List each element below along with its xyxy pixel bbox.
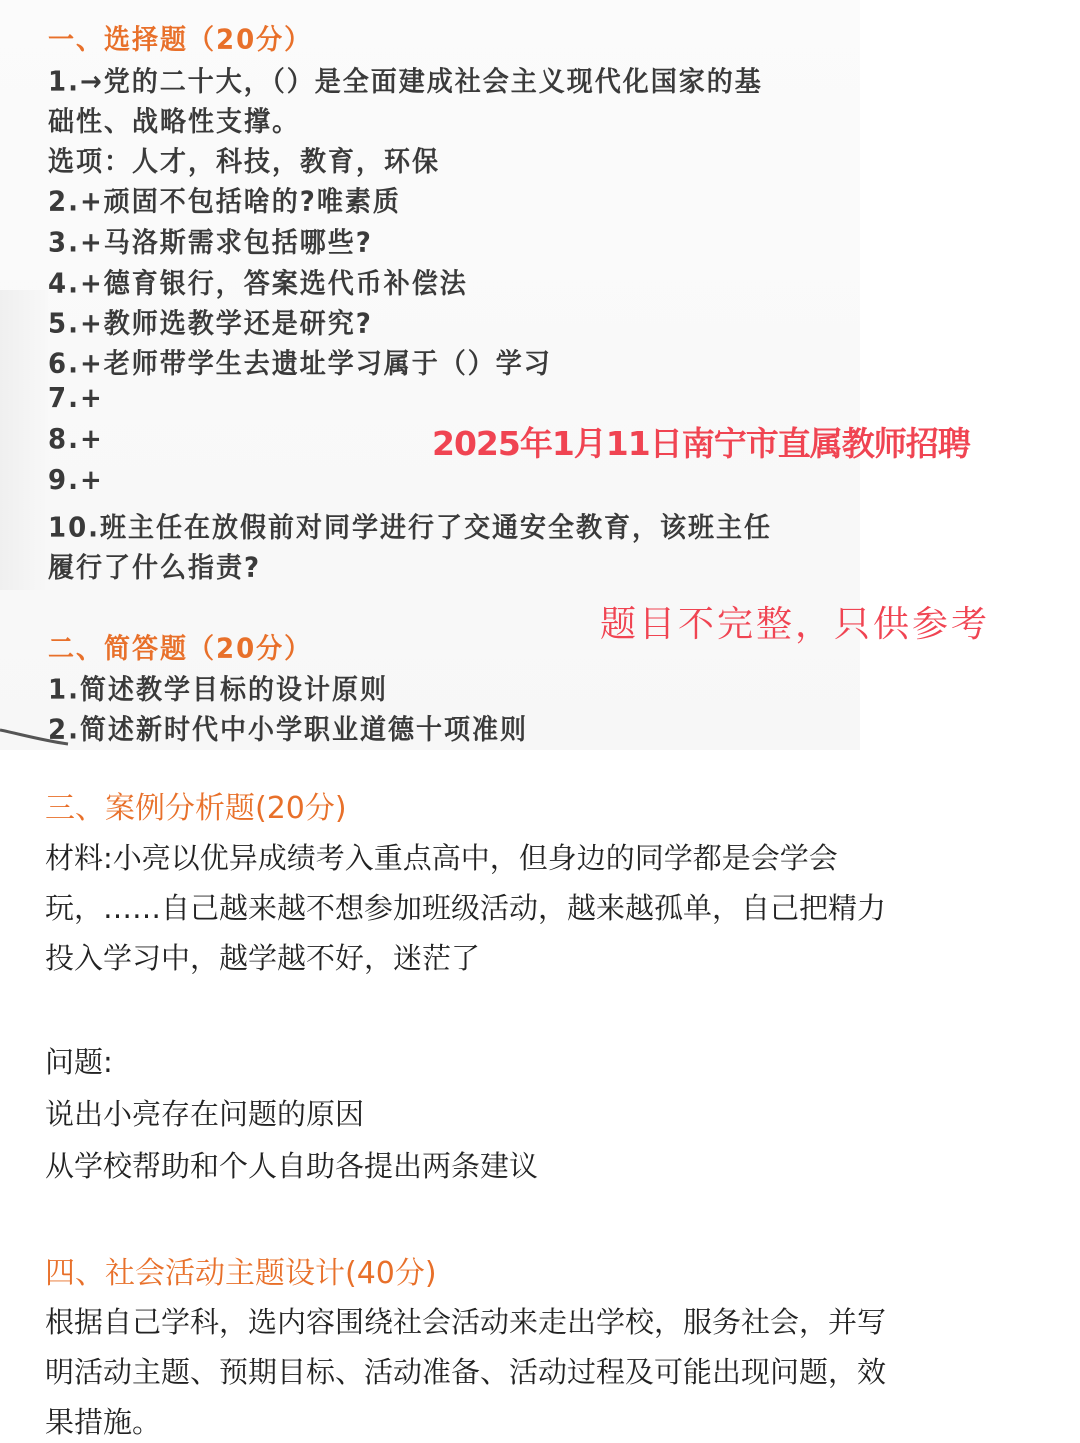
question-line: 2.简述新时代中小学职业道德十项准则 xyxy=(48,714,528,746)
task-line: 根据自己学科，选内容围绕社会活动来走出学校，服务社会，并写 xyxy=(45,1305,887,1339)
question-line: 1.简述教学目标的设计原则 xyxy=(48,674,388,706)
question-line: 9.+ xyxy=(48,465,104,497)
incomplete-notice: 题目不完整，只供参考 xyxy=(600,604,991,645)
material-line: 投入学习中，越学越不好，迷茫了 xyxy=(45,941,481,975)
question-line: 8.+ xyxy=(48,424,104,456)
material-line: 玩，……自己越来越不想参加班级活动，越来越孤单，自己把精力 xyxy=(45,891,887,925)
question-label: 问题: xyxy=(45,1045,113,1079)
section2-heading: 二、简答题（20分） xyxy=(48,633,313,665)
question-line: 1.→党的二十大，（）是全面建成社会主义现代化国家的基 xyxy=(48,66,763,98)
question-line: 础性、战略性支撑。 xyxy=(48,106,301,138)
pen-mark-icon xyxy=(0,726,70,746)
question-line: 3.+马洛斯需求包括哪些? xyxy=(48,227,373,259)
question-line: 5.+教师选教学还是研究? xyxy=(48,308,373,340)
question-line: 4.+德育银行，答案选代币补偿法 xyxy=(48,268,468,300)
section1-heading: 一、选择题（20分） xyxy=(48,24,313,56)
material-line: 材料:小亮以优异成绩考入重点高中，但身边的同学都是会学会 xyxy=(45,841,838,875)
question-line: 6.+老师带学生去遗址学习属于（）学习 xyxy=(48,348,552,380)
task-line: 果措施。 xyxy=(45,1405,162,1439)
exam-date-title: 2025年1月11日南宁市直属教师招聘 xyxy=(432,424,970,463)
section4-heading: 四、社会活动主题设计(40分) xyxy=(45,1256,437,1291)
question-line: 履行了什么指责? xyxy=(48,552,262,584)
question-line: 2.+顽固不包括啥的?唯素质 xyxy=(48,186,401,218)
question-line: 7.+ xyxy=(48,383,104,415)
question-item: 从学校帮助和个人自助各提出两条建议 xyxy=(45,1149,539,1183)
question-item: 说出小亮存在问题的原因 xyxy=(45,1097,365,1131)
section3-heading: 三、案例分析题(20分) xyxy=(45,791,347,826)
question-line: 选项：人才，科技，教育，环保 xyxy=(48,146,441,178)
question-line: 10.班主任在放假前对同学进行了交通安全教育，该班主任 xyxy=(48,512,773,544)
task-line: 明活动主题、预期目标、活动准备、活动过程及可能出现问题，效 xyxy=(45,1355,887,1389)
paper-edge-shadow xyxy=(0,290,48,590)
